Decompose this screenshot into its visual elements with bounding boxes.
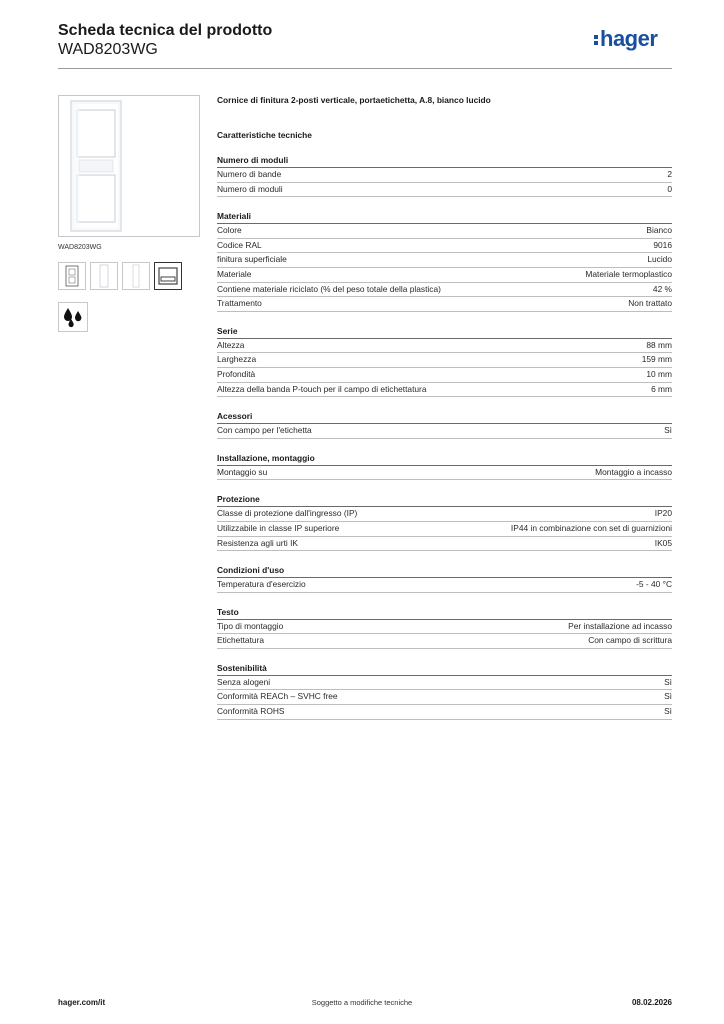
product-code: WAD8203WG <box>58 41 158 58</box>
spec-row <box>217 368 672 383</box>
svg-text:hager: hager <box>600 27 658 51</box>
spec-row <box>217 224 672 239</box>
spec-row <box>217 466 672 481</box>
spec-value: 88 mm <box>646 339 672 350</box>
spec-content <box>217 93 672 720</box>
thumbnail-strip <box>58 262 182 290</box>
hager-logo <box>594 27 674 58</box>
spec-section <box>217 452 672 481</box>
spec-row <box>217 283 672 298</box>
spec-value: Bianco <box>646 225 672 236</box>
spec-row <box>217 183 672 198</box>
spec-value: Sì <box>664 676 672 687</box>
spec-row <box>217 268 672 283</box>
spec-value: 159 mm <box>641 354 672 365</box>
spec-value: 10 mm <box>646 368 672 379</box>
spec-row <box>217 383 672 398</box>
spec-value: Materiale termoplastico <box>585 268 672 279</box>
spec-value: Non trattato <box>628 298 672 309</box>
spec-value: Montaggio a incasso <box>595 466 672 477</box>
spec-row <box>217 620 672 635</box>
spec-value: Con campo di scrittura <box>588 635 672 646</box>
spec-row <box>217 578 672 593</box>
label-thumb-icon[interactable] <box>154 262 182 290</box>
spec-section <box>217 325 672 397</box>
spec-section <box>217 564 672 593</box>
spec-label: Numero di bande <box>217 169 282 179</box>
spec-value: Per installazione ad incasso <box>568 620 672 631</box>
section-title: Serie <box>217 325 672 339</box>
product-image <box>58 95 200 237</box>
water-drops-icon <box>58 302 88 332</box>
spec-label: Altezza della banda P-touch per il campo di etichettatura <box>217 383 427 394</box>
frame-thumb-icon[interactable] <box>90 262 118 290</box>
spec-row <box>217 634 672 649</box>
spec-value: Sì <box>664 706 672 717</box>
spec-label: Etichettatura <box>217 635 265 646</box>
spec-value: 2 <box>667 169 672 179</box>
spec-label: Conformità ROHS <box>217 706 285 717</box>
spec-section <box>217 493 672 551</box>
spec-row <box>217 239 672 254</box>
spec-row <box>217 507 672 522</box>
spec-sections <box>217 154 672 720</box>
spec-label: Trattamento <box>217 298 262 309</box>
switch-thumb-icon[interactable] <box>58 262 86 290</box>
section-title: Testo <box>217 606 672 620</box>
spec-label: Classe di protezione dall'ingresso (IP) <box>217 508 358 519</box>
section-title: Installazione, montaggio <box>217 452 672 466</box>
spec-value: Lucido <box>647 254 672 265</box>
spec-value: IP20 <box>654 508 672 519</box>
spec-section <box>217 606 672 649</box>
spec-value: Sì <box>664 425 672 436</box>
section-title: Sostenibilità <box>217 662 672 676</box>
spec-section <box>217 410 672 439</box>
spec-row <box>217 705 672 720</box>
spec-label: Tipo di montaggio <box>217 620 284 631</box>
spec-value: 6 mm <box>651 383 672 394</box>
spec-label: Colore <box>217 225 242 236</box>
tech-characteristics-title: Caratteristiche tecniche <box>217 130 312 140</box>
spec-label: Profondità <box>217 368 256 379</box>
frame-back-thumb-icon[interactable] <box>122 262 150 290</box>
footer-date: 08.02.2026 <box>631 998 672 1007</box>
spec-label: Altezza <box>217 339 245 350</box>
spec-label: Senza alogeni <box>217 676 271 687</box>
spec-section <box>217 210 672 312</box>
spec-value: IP44 in combinazione con set di guarnizioni <box>510 522 672 533</box>
header-divider <box>58 68 672 69</box>
spec-section <box>217 154 672 197</box>
page-title: Scheda tecnica del prodotto <box>58 22 273 39</box>
section-title: Numero di moduli <box>217 154 672 168</box>
spec-section <box>217 662 672 720</box>
spec-row <box>217 168 672 183</box>
section-title: Acessori <box>217 410 672 424</box>
section-title: Materiali <box>217 210 672 224</box>
product-description: Cornice di finitura 2-posti verticale, portaetichetta, A.8, bianco lucido <box>217 95 491 105</box>
spec-label: Larghezza <box>217 354 257 365</box>
spec-label: Utilizzabile in classe IP superiore <box>217 522 340 533</box>
spec-label: Materiale <box>217 268 252 279</box>
spec-label: Montaggio su <box>217 466 268 477</box>
spec-label: finitura superficiale <box>217 254 287 265</box>
spec-label: Numero di moduli <box>217 183 283 194</box>
spec-row <box>217 522 672 537</box>
spec-value: -5 - 40 °C <box>636 579 672 590</box>
section-title: Condizioni d'uso <box>217 564 672 578</box>
spec-row <box>217 253 672 268</box>
spec-label: Contiene materiale riciclato (% del peso totale della plastica) <box>217 283 441 294</box>
spec-value: IK05 <box>654 537 672 548</box>
spec-row <box>217 353 672 368</box>
spec-row <box>217 676 672 691</box>
spec-row <box>217 297 672 312</box>
spec-value: 0 <box>667 183 672 194</box>
spec-value: 9016 <box>653 239 672 250</box>
image-caption: WAD8203WG <box>58 244 102 251</box>
footer-note: Soggetto a modifiche tecniche <box>311 998 413 1007</box>
spec-label: Codice RAL <box>217 239 262 250</box>
spec-row <box>217 690 672 705</box>
spec-label: Resistenza agli urti IK <box>217 537 298 548</box>
spec-row <box>217 424 672 439</box>
footer-website[interactable]: hager.com/it <box>58 998 106 1007</box>
spec-label: Conformità REACh – SVHC free <box>217 691 338 702</box>
spec-label: Con campo per l'etichetta <box>217 425 312 436</box>
spec-row <box>217 339 672 354</box>
spec-value: Sì <box>664 691 672 702</box>
spec-row <box>217 537 672 552</box>
section-title: Protezione <box>217 493 672 507</box>
spec-label: Temperatura d'esercizio <box>217 579 306 590</box>
spec-value: 42 % <box>652 283 672 294</box>
